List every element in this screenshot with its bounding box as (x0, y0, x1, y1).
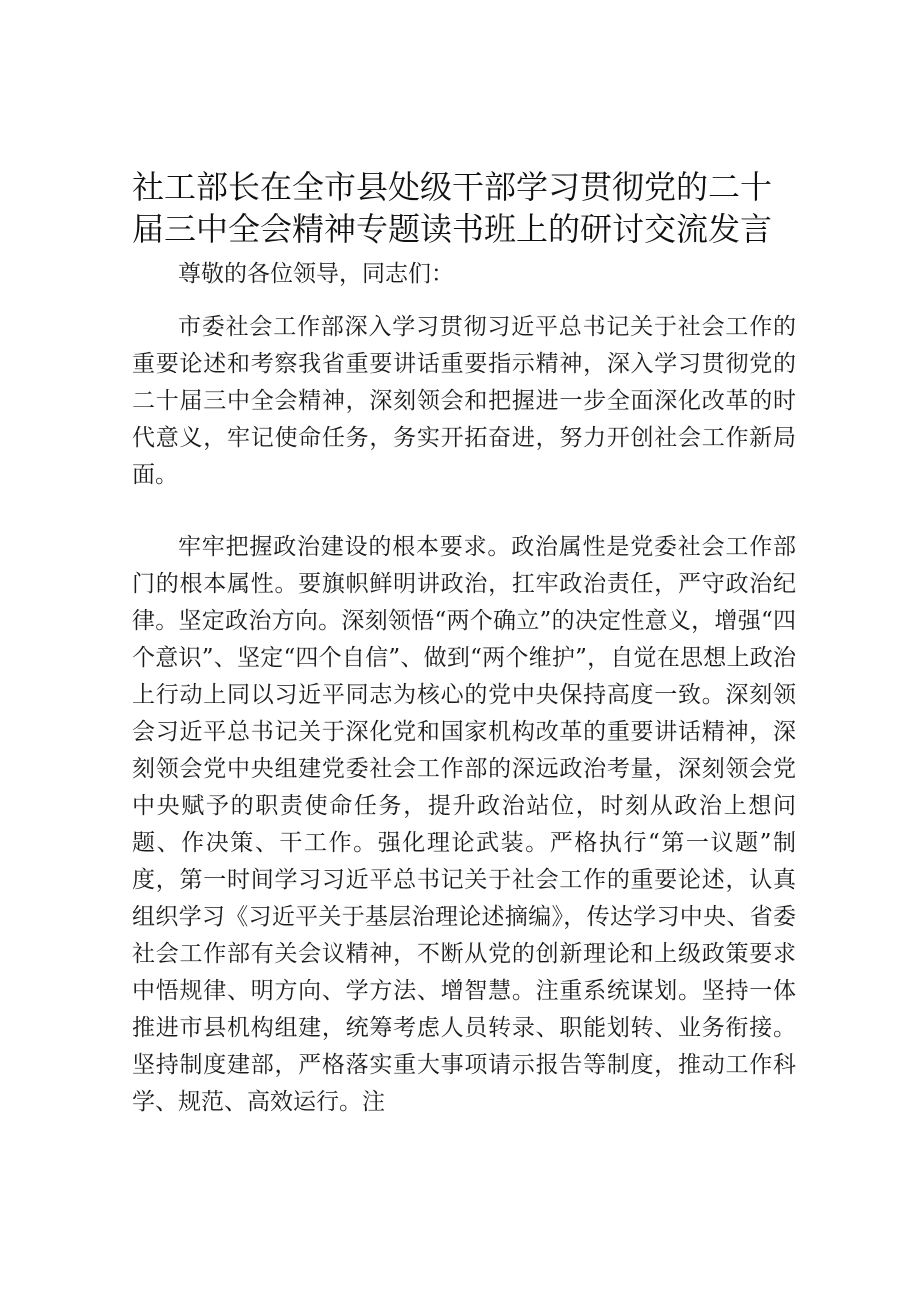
document-title: 社工部长在全市县处级干部学习贯彻党的二十届三中全会精神专题读书班上的研讨交流发言 (132, 168, 773, 248)
paragraph-intro: 市委社会工作部深入学习贯彻习近平总书记关于社会工作的重要论述和考察我省重要讲话重要指示精神，深入学习贯彻党的二十届三中全会精神，深刻领会和把握进一步全面深化改革的时代意义，牢记使命任务，务实开拓奋进，努力开创社会工作新局面。 (132, 314, 796, 488)
document-body (132, 256, 796, 1121)
paragraph-political-construction: 牢牢把握政治建设的根本要求。政治属性是党委社会工作部门的根本属性。要旗帜鲜明讲政治，扛牢政治责任，严守政治纪律。坚定政治方向。深刻领悟“两个确立”的决定性意义，增强“四个意识”、坚定“四个自信”、做到“两个维护”，自觉在思想上政治上行动上同以习近平同志为核心的党中央保持高度一致。深刻领会习近平总书记关于深化党和国家机构改革的重要讲话精神，深刻领会党中央组建党委社会工作部的深远政治考量，深刻领会党中央赋予的职责使命任务，提升政治站位，时刻从政治上想问题、作决策、干工作。强化理论武装。严格执行“第一议题”制度，第一时间学习习近平总书记关于社会工作的重要论述，认真组织学习《习近平关于基层治理论述摘编》，传达学习中央、省委社会工作部有关会议精神，不断从党的创新理论和上级政策要求中悟规律、明方向、学方法、增智慧。注重系统谋划。坚持一体推进市县机构组建，统筹考虑人员转录、职能划转、业务衔接。坚持制度建部，严格落实重大事项请示报告等制度，推动工作科学、规范、高效运行。注 (132, 534, 796, 1115)
salutation: 尊敬的各位领导，同志们： (178, 261, 454, 287)
